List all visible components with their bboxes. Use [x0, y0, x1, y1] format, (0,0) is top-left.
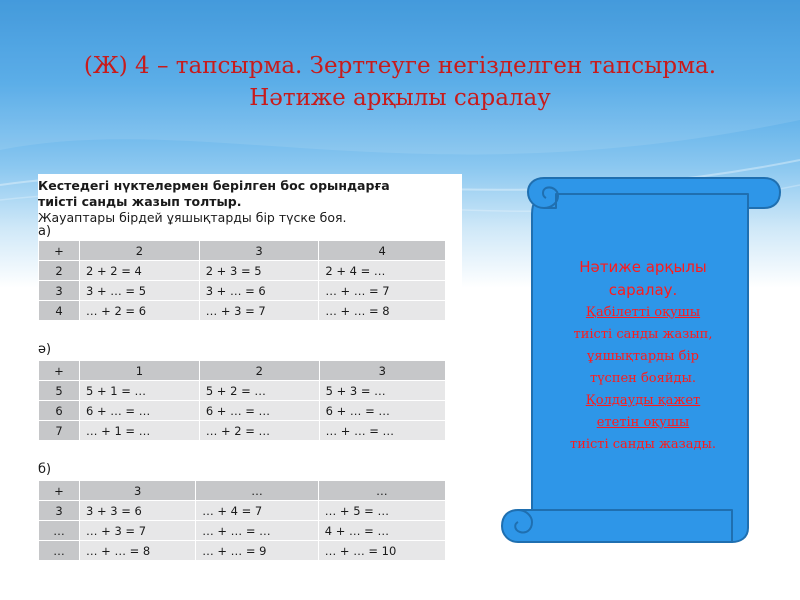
table-cell: 3 + … = 5 — [80, 281, 200, 301]
table-header-row — [39, 481, 446, 501]
table-cell: 6 + … = … — [80, 401, 200, 421]
instruction-line-2: тиісті санды жазып толтыр. — [38, 194, 242, 209]
section-a-label: а) — [38, 224, 52, 239]
table-header-row — [39, 361, 446, 381]
worksheet-image — [38, 174, 462, 566]
header-cell: 4 — [319, 241, 446, 261]
table-cell: … + … = 8 — [80, 541, 196, 561]
instruction-line-3: Жауаптары бірдей ұяшықтарды бір түске боя. — [38, 210, 347, 225]
table-cell: 4 + … = … — [318, 521, 445, 541]
scroll-line-2: тиісті санды жазып, — [573, 327, 713, 342]
table-section-a — [38, 240, 446, 321]
table-cell: 2 + 4 = … — [319, 261, 446, 281]
row-header-cell: … — [39, 521, 80, 541]
table-cell: … + 5 = … — [318, 501, 445, 521]
table-row — [39, 541, 446, 561]
table-row — [39, 281, 446, 301]
table-row — [39, 381, 446, 401]
title-line-2: Нәтиже арқылы саралау — [249, 85, 551, 111]
table-cell: … + 1 = … — [80, 421, 200, 441]
table-cell: … + 2 = 6 — [80, 301, 200, 321]
scroll-line-7: тиісті санды жазады. — [570, 437, 716, 452]
scroll-heading-line-1: Нәтиже арқылы — [579, 258, 707, 276]
section-ae-label: ә) — [38, 342, 52, 357]
table-cell: … + … = 7 — [319, 281, 446, 301]
header-cell: 3 — [319, 361, 445, 381]
table-row — [39, 401, 446, 421]
header-cell: 1 — [80, 361, 200, 381]
table-cell: 5 + 1 = … — [80, 381, 200, 401]
header-cell: … — [318, 481, 445, 501]
table-row — [39, 261, 446, 281]
table-cell: 3 + … = 6 — [199, 281, 319, 301]
scroll-line-1: Қабілетті оқушы — [585, 305, 701, 320]
header-cell: 3 — [80, 481, 196, 501]
scroll-line-5: Қолдауды қажет — [585, 393, 701, 408]
table-cell: 2 + 3 = 5 — [199, 261, 319, 281]
section-b-label: б) — [38, 462, 52, 477]
header-cell: 2 — [199, 361, 319, 381]
table-cell: … + … = 9 — [196, 541, 319, 561]
slide-title — [40, 50, 760, 114]
row-header-cell: 3 — [39, 281, 80, 301]
table-cell: … + … = … — [319, 421, 445, 441]
row-header-cell: 5 — [39, 381, 80, 401]
row-header-cell: 2 — [39, 261, 80, 281]
table-cell: … + 3 = 7 — [199, 301, 319, 321]
table-header-row — [39, 241, 446, 261]
scroll-line-4: түспен бояйды. — [590, 371, 696, 386]
header-cell: 2 — [80, 241, 200, 261]
header-cell: + — [39, 241, 80, 261]
table-cell: 6 + … = … — [319, 401, 445, 421]
table-cell: … + … = … — [196, 521, 319, 541]
table-cell: … + … = 8 — [319, 301, 446, 321]
table-row — [39, 501, 446, 521]
row-header-cell: 4 — [39, 301, 80, 321]
table-cell: 5 + 3 = … — [319, 381, 445, 401]
row-header-cell: 6 — [39, 401, 80, 421]
row-header-cell: 7 — [39, 421, 80, 441]
table-cell: … + … = 10 — [318, 541, 445, 561]
instruction-line-1: Кестедегі нүктелермен берілген бос орындарға — [38, 178, 390, 193]
row-header-cell: … — [39, 541, 80, 561]
scroll-line-6: ететін оқушы — [596, 415, 690, 430]
table-cell: 2 + 2 = 4 — [80, 261, 200, 281]
scroll-text — [548, 256, 738, 456]
scroll-heading-line-2: саралау. — [608, 281, 678, 299]
table-cell: … + 2 = … — [199, 421, 319, 441]
table-row — [39, 521, 446, 541]
table-cell: … + 4 = 7 — [196, 501, 319, 521]
header-cell: + — [39, 481, 80, 501]
row-header-cell: 3 — [39, 501, 80, 521]
header-cell: … — [196, 481, 319, 501]
table-row — [39, 421, 446, 441]
title-line-1: (Ж) 4 – тапсырма. Зерттеуге негізделген тапсырма. — [83, 53, 717, 79]
table-section-b — [38, 480, 446, 561]
table-row — [39, 301, 446, 321]
table-cell: 6 + … = … — [199, 401, 319, 421]
header-cell: 3 — [199, 241, 319, 261]
header-cell: + — [39, 361, 80, 381]
table-cell: 5 + 2 = … — [199, 381, 319, 401]
scroll-line-3: ұяшықтарды бір — [587, 349, 699, 364]
table-cell: … + 3 = 7 — [80, 521, 196, 541]
table-section-ae — [38, 360, 446, 441]
table-cell: 3 + 3 = 6 — [80, 501, 196, 521]
